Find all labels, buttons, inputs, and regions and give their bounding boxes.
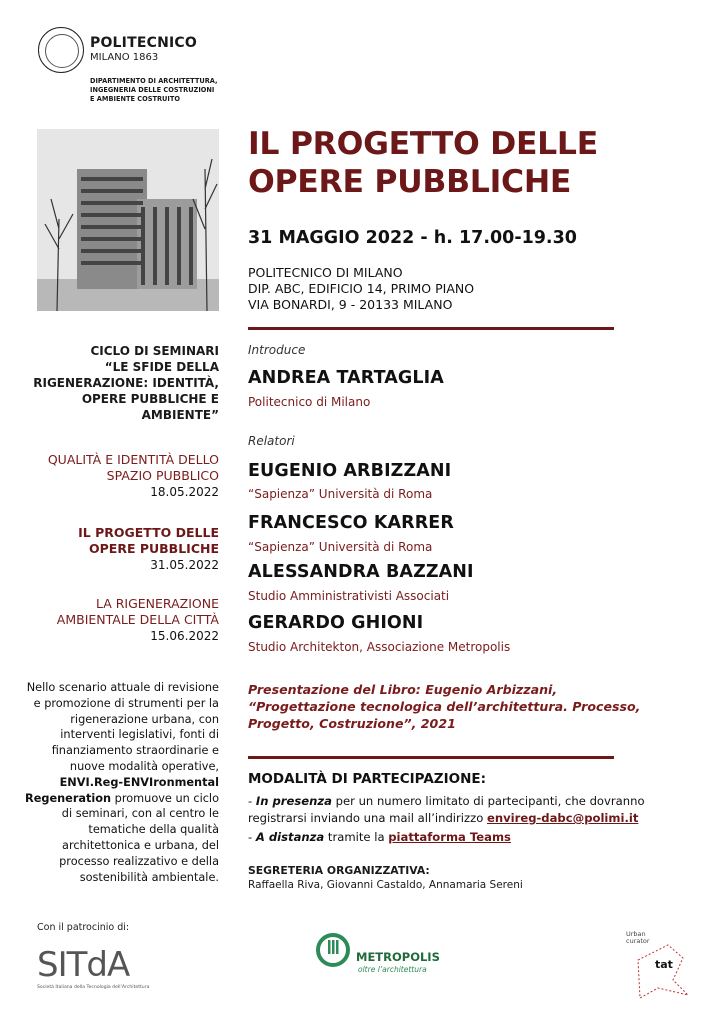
- sitda-subtitle: Società Italiana della Tecnologia dell’Architettura: [37, 985, 150, 990]
- teams-link[interactable]: piattaforma Teams: [388, 830, 511, 844]
- institution-name: POLITECNICO: [90, 35, 197, 51]
- building-photo: [37, 129, 219, 311]
- speaker-name: EUGENIO ARBIZZANI: [248, 461, 452, 481]
- speaker-affiliation: Studio Amministrativisti Associati: [248, 589, 450, 603]
- in-person-label: In presenza: [255, 794, 332, 808]
- seminar-item: [20, 596, 219, 644]
- secretariat-title: SEGRETERIA ORGANIZZATIVA:: [248, 864, 430, 877]
- intro-text-end: promuove un ciclo di seminari, con al centro le tematiche della qualità architettonica e urbana, del processo realizzativo e della sostenibilità ambientale.: [59, 791, 219, 884]
- seminar-item: [20, 452, 219, 500]
- tat-logo: tat: [655, 958, 673, 971]
- introduce-label: Introduce: [248, 343, 306, 357]
- brand-envireg: ENVI.Reg-ENVIronmental: [59, 775, 219, 789]
- seminar-title: IL PROGETTO DELLE OPERE PUBBLICHE: [78, 525, 219, 556]
- speaker-name: ALESSANDRA BAZZANI: [248, 562, 474, 582]
- urban-curator-label: Urban curator: [626, 930, 650, 945]
- participation-line: registrarsi inviando una mail all’indirizzo envireg-dabc@polimi.it: [248, 811, 639, 825]
- intro-text: Nello scenario attuale di revisione e promozione di strumenti per la rigenerazione urbana, con interventi legislativi, fonti di finanziamento straordinarie e nuove modalità operative,: [26, 681, 219, 773]
- cycle-heading: CICLO DI SEMINARI “LE SFIDE DELLA RIGENERAZIONE: IDENTITÀ, OPERE PUBBLICHE E AMBIENTE”: [33, 344, 219, 422]
- speaker-name: GERARDO GHIONI: [248, 613, 424, 633]
- seminar-date: 18.05.2022: [150, 485, 219, 499]
- speaker-name: FRANCESCO KARRER: [248, 513, 454, 533]
- intro-paragraph: [20, 680, 219, 885]
- metropolis-subtitle: oltre l’architettura: [358, 965, 427, 974]
- divider: [248, 327, 614, 330]
- seminar-date: 31.05.2022: [150, 558, 219, 572]
- participation-line: - In presenza per un numero limitato di partecipanti, che dovranno: [248, 794, 645, 808]
- participation-title: MODALITÀ DI PARTECIPAZIONE:: [248, 771, 486, 787]
- sitda-logo: SITdA: [37, 945, 130, 985]
- book-presentation: Presentazione del Libro: Eugenio Arbizzani, “Progettazione tecnologica dell’architettura. Processo, Progetto, Costruzione”, 2021: [248, 682, 641, 731]
- introducer-affiliation: Politecnico di Milano: [248, 395, 371, 409]
- remote-label: A distanza: [255, 830, 325, 844]
- introducer-name: ANDREA TARTAGLIA: [248, 368, 444, 388]
- brand-regeneration: Regeneration: [25, 791, 112, 805]
- speaker-affiliation: Studio Architekton, Associazione Metropolis: [248, 640, 511, 654]
- secretariat-names: Raffaella Riva, Giovanni Castaldo, Annamaria Sereni: [248, 879, 523, 891]
- email-link[interactable]: envireg-dabc@polimi.it: [486, 811, 639, 825]
- seminar-title: LA RIGENERAZIONE AMBIENTALE DELLA CITTÀ: [56, 596, 219, 627]
- seminar-item-current: [20, 525, 219, 573]
- metropolis-name: METROPOLIS: [356, 950, 440, 964]
- speaker-affiliation: “Sapienza” Università di Roma: [248, 540, 433, 554]
- speaker-affiliation: “Sapienza” Università di Roma: [248, 487, 433, 501]
- institution-subtitle: MILANO 1863: [90, 52, 159, 63]
- patronage-label: Con il patrocinio di:: [37, 922, 130, 933]
- politecnico-seal-logo: [38, 27, 84, 73]
- participation-line: - A distanza tramite la piattaforma Teams: [248, 830, 511, 844]
- event-title: IL PROGETTO DELLE OPERE PUBBLICHE: [248, 126, 598, 200]
- department-name: DIPARTIMENTO DI ARCHITETTURA, INGEGNERIA DELLE COSTRUZIONI E AMBIENTE COSTRUITO: [90, 77, 218, 103]
- event-venue: POLITECNICO DI MILANO DIP. ABC, EDIFICIO 14, PRIMO PIANO VIA BONARDI, 9 - 20133 MILANO: [248, 265, 475, 312]
- seminar-title: QUALITÀ E IDENTITÀ DELLO SPAZIO PUBBLICO: [47, 452, 219, 483]
- speakers-label: Relatori: [248, 434, 295, 448]
- seminar-date: 15.06.2022: [150, 629, 219, 643]
- metropolis-logo-icon: [316, 933, 350, 967]
- event-date: 31 MAGGIO 2022 - h. 17.00-19.30: [248, 228, 577, 248]
- divider: [248, 756, 614, 759]
